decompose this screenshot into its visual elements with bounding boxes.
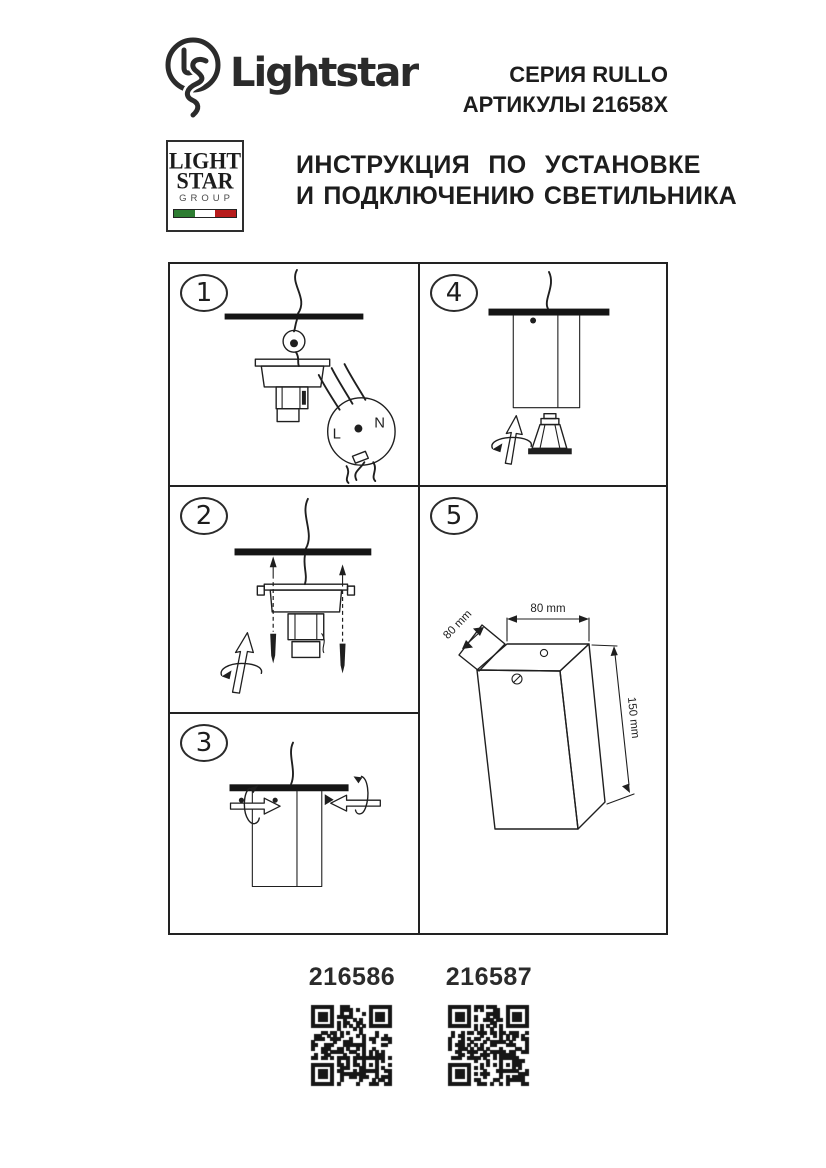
terminal-n-label: N — [374, 415, 386, 432]
step-number-badge — [430, 274, 478, 312]
instruction-title-line1: ИНСТРУКЦИЯ ПО УСТАНОВКЕ — [296, 151, 701, 179]
step-panel-5 — [420, 487, 666, 933]
italy-flag — [173, 209, 237, 218]
step-number: 2 — [195, 501, 213, 531]
group-logo-light: LIGHT — [168, 147, 242, 174]
articles-subtitle: АРТИКУЛЫ 21658X — [462, 92, 668, 117]
step-number-badge — [180, 274, 228, 312]
qr-code-216587 — [445, 1002, 531, 1088]
lightstar-group-logo — [166, 140, 244, 232]
step-number: 3 — [195, 728, 213, 758]
instruction-grid — [168, 262, 668, 935]
step-number: 1 — [195, 278, 213, 308]
flag-white-segment — [195, 210, 216, 217]
series-title: СЕРИЯ RULLO — [509, 62, 668, 87]
step-panel-3 — [170, 714, 420, 933]
lightstar-bulb-icon — [163, 36, 225, 122]
step-number: 5 — [445, 501, 463, 531]
step-number-badge — [430, 497, 478, 535]
dim-height-label: 150 mm — [624, 696, 642, 739]
brand-wordmark: Lightstar — [230, 50, 418, 96]
terminal-l-label: L — [332, 426, 341, 443]
step-panel-4 — [420, 264, 666, 487]
article-number-216587: 216587 — [445, 963, 533, 991]
step-number-badge — [180, 497, 228, 535]
flag-red-segment — [215, 210, 236, 217]
series-block — [463, 60, 668, 120]
instruction-title — [296, 150, 737, 212]
step-panel-1 — [170, 264, 420, 487]
qr-code-216586 — [308, 1002, 394, 1088]
dim-width-label: 80 mm — [530, 603, 566, 615]
article-number-216586: 216586 — [308, 963, 396, 991]
dim-depth-label: 80 mm — [441, 608, 475, 642]
step-number-badge — [180, 724, 228, 762]
step-number: 4 — [445, 278, 463, 308]
instruction-title-line2: И ПОДКЛЮЧЕНИЮ СВЕТИЛЬНИКА — [296, 182, 737, 210]
step-5-diagram — [420, 487, 666, 933]
flag-green-segment — [174, 210, 195, 217]
group-logo-group: GROUP — [179, 193, 234, 204]
step-panel-2 — [170, 487, 420, 714]
group-logo-star: STAR — [176, 167, 234, 194]
